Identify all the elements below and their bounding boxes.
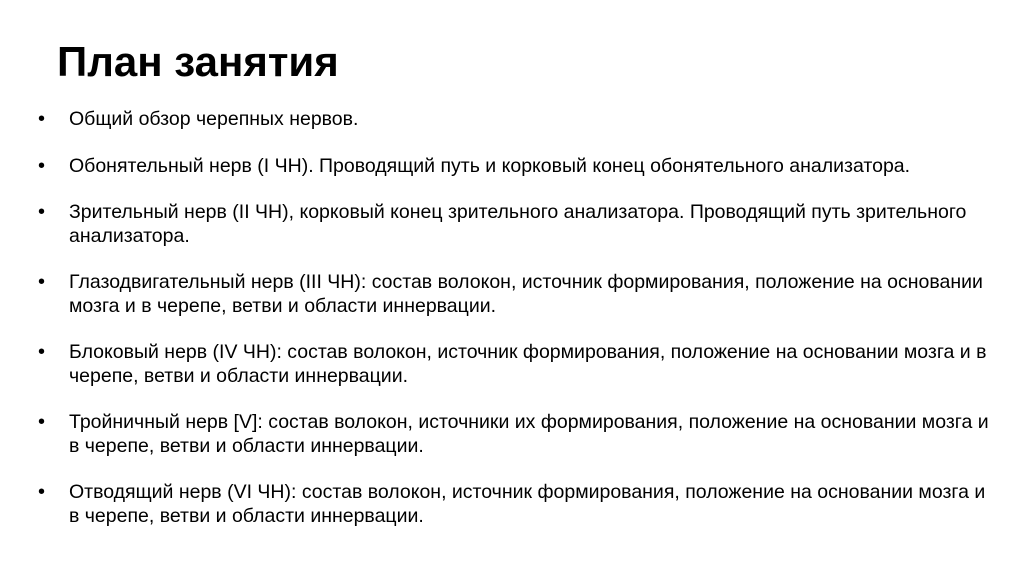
bullet-icon: • bbox=[38, 201, 46, 223]
list-item bbox=[38, 270, 998, 318]
list-item-text: Глазодвигательный нерв (III ЧН): состав волокон, источник формирования, положение на основании мозга и в черепе, ветви и области иннервации. bbox=[69, 271, 983, 317]
list-item-text: Блоковый нерв (IV ЧН): состав волокон, источник формирования, положение на основании мозга и в черепе, ветви и области иннервации. bbox=[69, 341, 987, 387]
bullet-icon: • bbox=[38, 155, 46, 177]
bullet-icon: • bbox=[38, 481, 46, 503]
list-item bbox=[38, 410, 998, 458]
list-item-text: Общий обзор черепных нервов. bbox=[69, 108, 359, 130]
list-item-text: Обонятельный нерв (I ЧН). Проводящий путь и корковый конец обонятельного анализатора. bbox=[69, 155, 911, 177]
list-item-text: Зрительный нерв (II ЧН), корковый конец зрительного анализатора. Проводящий путь зрительного анализатора. bbox=[69, 201, 967, 247]
list-item-text: Отводящий нерв (VI ЧН): состав волокон, источник формирования, положение на основании мозга и в черепе, ветви и области иннервации. bbox=[69, 481, 986, 527]
lesson-plan-list bbox=[38, 107, 998, 550]
list-item bbox=[38, 107, 998, 131]
bullet-icon: • bbox=[38, 341, 46, 363]
list-item bbox=[38, 154, 998, 178]
list-item bbox=[38, 480, 998, 528]
bullet-icon: • bbox=[38, 108, 46, 130]
list-item bbox=[38, 200, 998, 248]
slide-title: План занятия bbox=[57, 38, 339, 85]
bullet-icon: • bbox=[38, 271, 46, 293]
list-item-text: Тройничный нерв [V]: состав волокон, источники их формирования, положение на основании мозга и в черепе, ветви и области иннервации. bbox=[69, 411, 989, 457]
list-item bbox=[38, 340, 998, 388]
bullet-icon: • bbox=[38, 411, 46, 433]
